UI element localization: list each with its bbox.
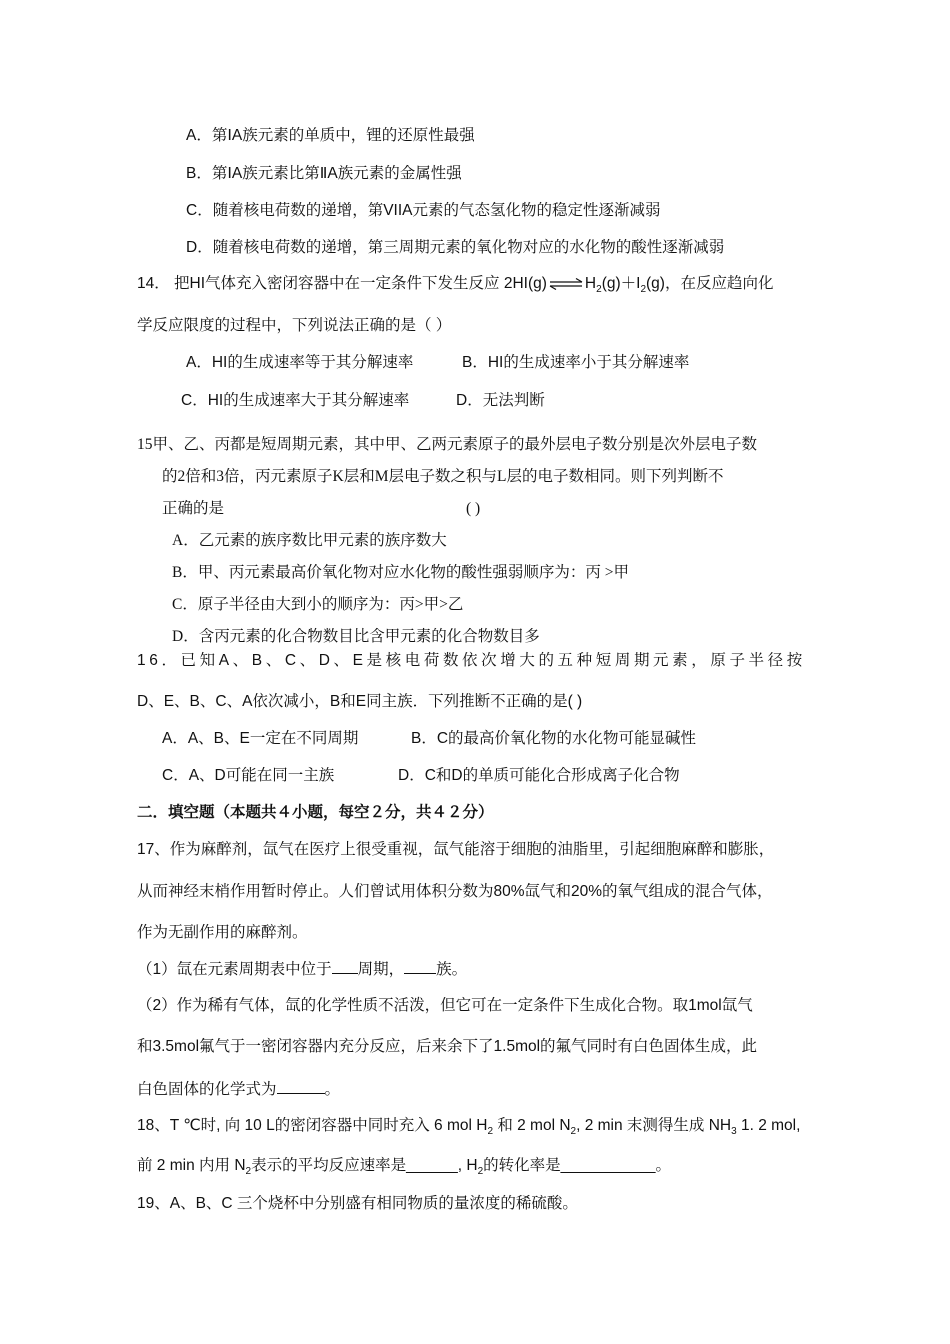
q14-stem-h: H — [584, 275, 597, 292]
q13-option-a: A．第ⅠA族元素的单质中，锂的还原性最强 — [186, 127, 475, 144]
q19-line1: 19、A、B、C 三个烧杯中分别盛有相同物质的量浓度的稀硫酸。 — [137, 1195, 578, 1212]
q16-line2: D、E、B、C、A依次减小，B和E同主族．下列推断不正确的是( ) — [137, 693, 583, 710]
q13-option-b: B．第ⅠA族元素比第ⅡA族元素的金属性强 — [186, 165, 462, 182]
q14-stem-mid: (g)＋I — [601, 275, 641, 292]
answer-blank — [277, 1079, 325, 1094]
q14-option-a: A．HI的生成速率等于其分解速率 — [186, 354, 414, 371]
q18-l1-a: 18、T ℃时, 向 10 L的密闭容器中同时充入 6 mol H — [137, 1117, 488, 1134]
q13-option-d: D．随着核电荷数的递增，第三周期元素的氧化物对应的水化物的酸性逐渐减弱 — [186, 239, 725, 256]
equilibrium-arrow-icon — [549, 278, 583, 290]
q18-l2-b: 表示的平均反应速率是______, H — [251, 1157, 478, 1174]
q14-option-c: C．HI的生成速率大于其分解速率 — [181, 392, 410, 409]
q17-line1: 17、作为麻醉剂，氙气在医疗上很受重视，氙气能溶于细胞的油脂里，引起细胞麻醉和膨胀， — [137, 841, 775, 858]
q17-part2-line3-b: 。 — [324, 1081, 341, 1098]
q17-part1 — [137, 959, 467, 980]
q16-option-a: A．A、B、E一定在不同周期 — [162, 730, 359, 747]
q18-l1-b: 和 2 mol N — [493, 1117, 571, 1134]
subscript-2: 2 — [477, 1166, 484, 1178]
subscript-2: 2 — [640, 284, 647, 296]
q15-option-a: A．乙元素的族序数比甲元素的族序数大 — [172, 532, 447, 549]
q16-option-b: B．C的最高价氧化物的水化物可能显碱性 — [411, 730, 697, 747]
q18-l2-a: 前 2 min 内用 N — [137, 1157, 246, 1174]
q15-option-d: D．含丙元素的化合物数目比含甲元素的化合物数目多 — [172, 628, 540, 645]
q15-line3: 正确的是 — [162, 500, 225, 517]
q17-line3: 作为无副作用的麻醉剂。 — [137, 924, 308, 941]
q15-option-b: B．甲、丙元素最高价氧化物对应水化物的酸性强弱顺序为：丙 >甲 — [172, 564, 629, 581]
q17-part2-line3 — [137, 1079, 340, 1100]
q14-stem-line2: 学反应限度的过程中，下列说法正确的是（ ） — [137, 317, 452, 334]
subscript-2: 2 — [487, 1126, 494, 1138]
answer-blank — [404, 959, 436, 974]
q17-part1-b: 周期， — [357, 961, 405, 978]
section2-title: 二．填空题（本题共４小题，每空２分，共４２分） — [137, 804, 494, 821]
q17-part1-a: （1）氙在元素周期表中位于 — [137, 961, 332, 978]
q14-stem-pre: 14． 把HI气体充入密闭容器中在一定条件下发生反应 2HI(g) — [137, 275, 547, 292]
q17-line2: 从而神经末梢作用暂时停止。人们曾试用体积分数为80%氙气和20%的氧气组成的混合气体， — [137, 883, 773, 900]
q17-part1-c: 族。 — [436, 961, 468, 978]
q17-part2-line1: （2）作为稀有气体，氙的化学性质不活泼，但它可在一定条件下生成化合物。取1mol氙气 — [137, 997, 753, 1014]
q14-stem-line1 — [137, 274, 773, 294]
q17-part2-line3-a: 白色固体的化学式为 — [137, 1081, 277, 1098]
q16-option-c: C．A、D可能在同一主族 — [162, 767, 335, 784]
q18-line2 — [137, 1156, 671, 1176]
q14-option-d: D．无法判断 — [456, 392, 545, 409]
q16-option-d: D．C和D的单质可能化合形成离子化合物 — [398, 767, 680, 784]
q13-option-c: C．随着核电荷数的递增，第VIIA元素的气态氢化物的稳定性逐渐减弱 — [186, 202, 661, 219]
q15-option-c: C．原子半径由大到小的顺序为：丙>甲>乙 — [172, 596, 464, 613]
q14-option-b: B．HI的生成速率小于其分解速率 — [462, 354, 690, 371]
q15-line1: 15甲、乙、丙都是短周期元素，其中甲、乙两元素原子的最外层电子数分别是次外层电子数 — [137, 436, 758, 453]
q15-answer-paren: ( ) — [466, 500, 481, 517]
q16-line1: 16．已知A、B、C、D、E是核电荷数依次增大的五种短周期元素，原子半径按 — [137, 652, 806, 669]
q15-line2: 的2倍和3倍，丙元素原子K层和M层电子数之积与L层的电子数相同。则下列判断不 — [162, 468, 724, 485]
q18-l1-d: 1. 2 mol, — [736, 1117, 801, 1134]
q18-l2-c: 的转化率是___________。 — [483, 1157, 671, 1174]
q18-line1 — [137, 1116, 800, 1136]
answer-blank — [332, 959, 358, 974]
subscript-2: 2 — [570, 1126, 577, 1138]
subscript-2: 2 — [596, 284, 602, 296]
subscript-2: 2 — [245, 1166, 252, 1178]
subscript-3: 3 — [731, 1126, 737, 1138]
q14-stem-post: (g)，在反应趋向化 — [646, 275, 774, 292]
q18-l1-c: , 2 min 末测得生成 NH — [576, 1117, 732, 1134]
q17-part2-line2: 和3.5mol氟气于一密闭容器内充分反应，后来余下了1.5mol的氟气同时有白色固体生成，此 — [137, 1038, 758, 1055]
